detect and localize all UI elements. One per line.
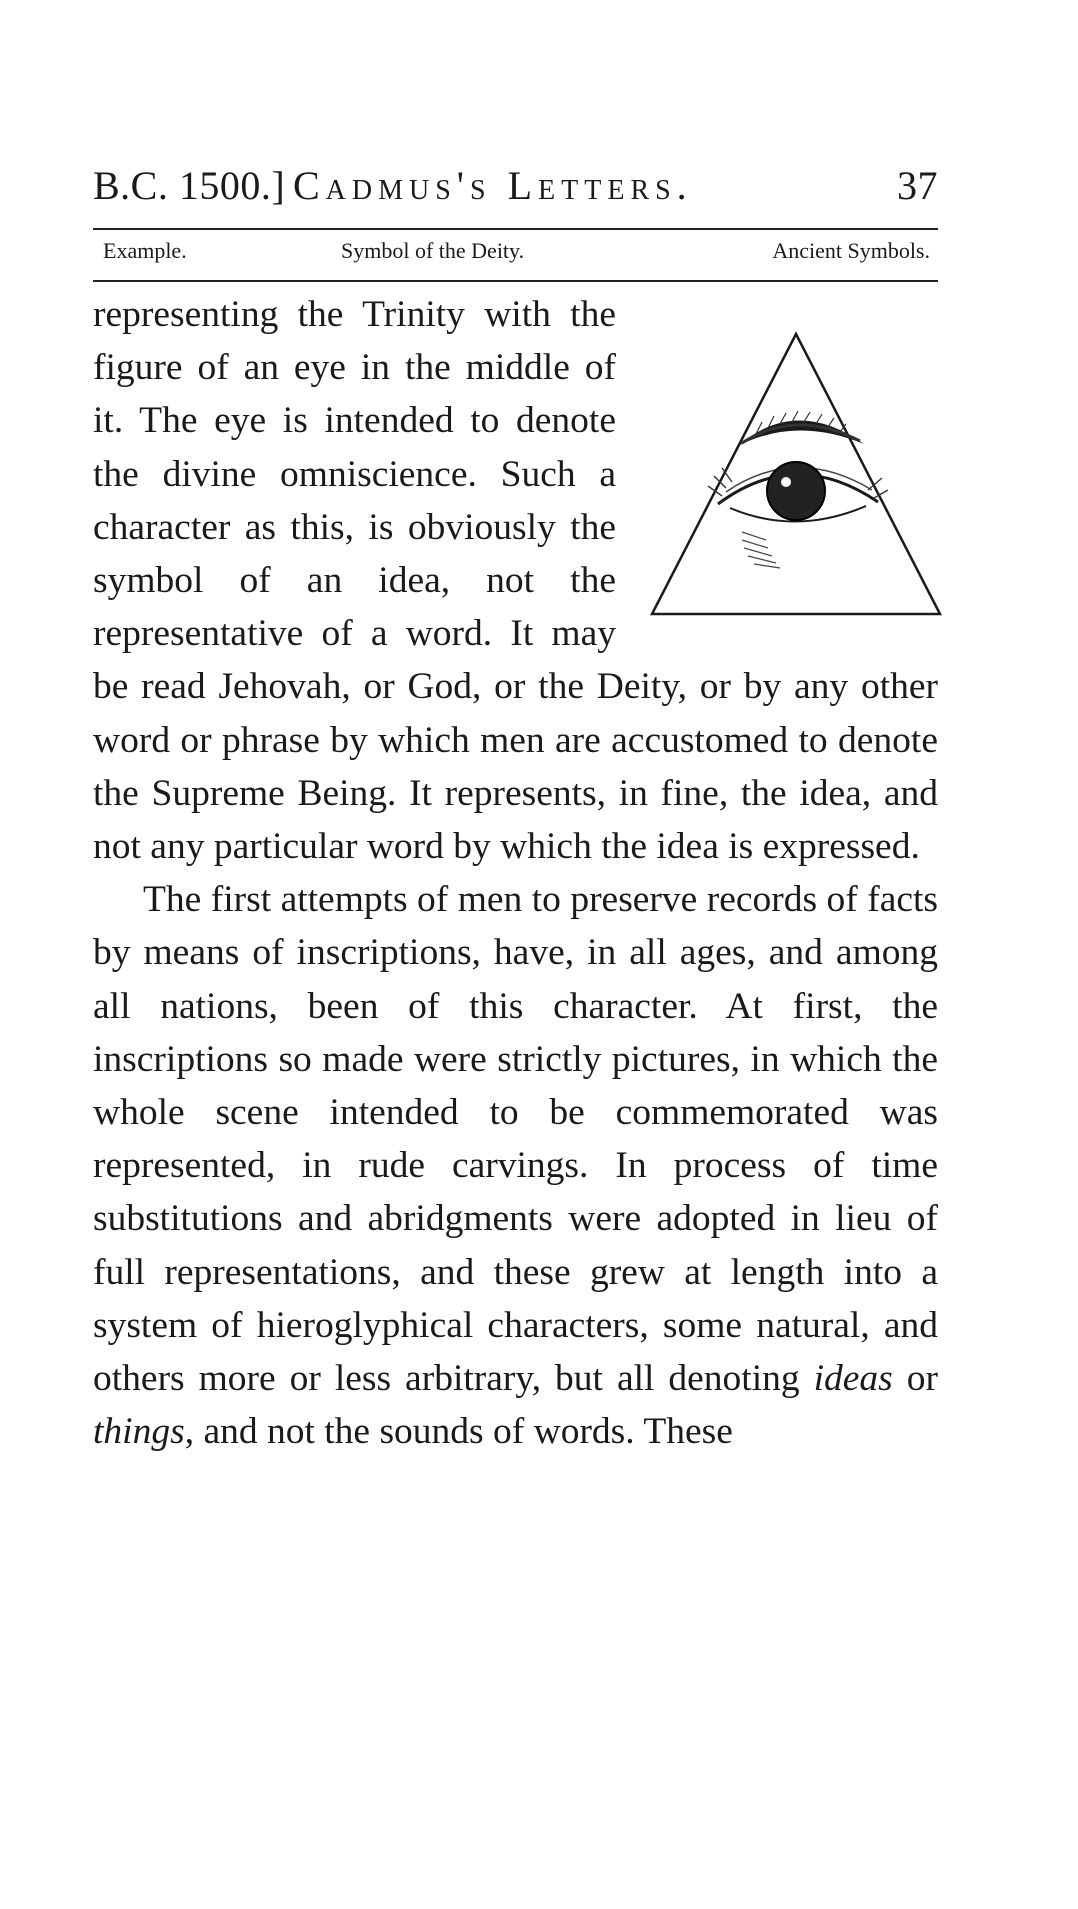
book-page: [93, 158, 938, 1453]
running-head: [93, 158, 938, 214]
paragraph-2: [93, 873, 938, 1458]
emphasis-things: things: [93, 1411, 185, 1453]
emphasis-ideas: ideas: [813, 1358, 893, 1400]
running-head-title: Cadmus's Letters.: [293, 163, 693, 208]
body-text: [93, 288, 938, 1458]
marginal-subheads: [93, 238, 938, 278]
subhead-left: Example.: [103, 238, 187, 263]
eye-in-triangle-figure: [646, 326, 946, 636]
header-rule-bottom: [93, 280, 938, 282]
paragraph-2-text-c: , and not the sounds of words. These: [184, 1411, 733, 1453]
subhead-right: Ancient Symbols.: [772, 238, 930, 263]
page-number: 37: [897, 163, 938, 208]
paragraph-2-text-a: The first attempts of men to preserve records of facts by means of inscriptions, have, in all ages, and among all nations, been of this character. At first, the inscriptions so made were strictly pictures, in which the whole scene intended to be commemorated was represented, in rude carvings. In process of time substitutions and abridgments were adopted in lieu of full representations, and these grew at length into a system of hieroglyphical characters, some natural, and others more or less arbitrary, but all denoting: [93, 879, 938, 1400]
running-head-date: B.C. 1500.]: [93, 163, 286, 208]
header-rule-top: [93, 228, 938, 230]
subhead-middle: Symbol of the Deity.: [341, 238, 525, 263]
paragraph-2-text-b: or: [892, 1358, 938, 1400]
eye-in-triangle-icon: [646, 326, 946, 636]
paragraph-1: representing the Trinity with the figure of an eye in the middle of it. The eye is intended to denote the divine omniscience. Such a character as this, is obviously the symbol of an idea, not the representative of a word. It may be read Jehovah, or God, or the Deity, or by any other word or phrase by which men are accustomed to denote the Supreme Being. It represents, in fine, the idea, and not any particular word by which the idea is expressed.: [93, 294, 938, 868]
